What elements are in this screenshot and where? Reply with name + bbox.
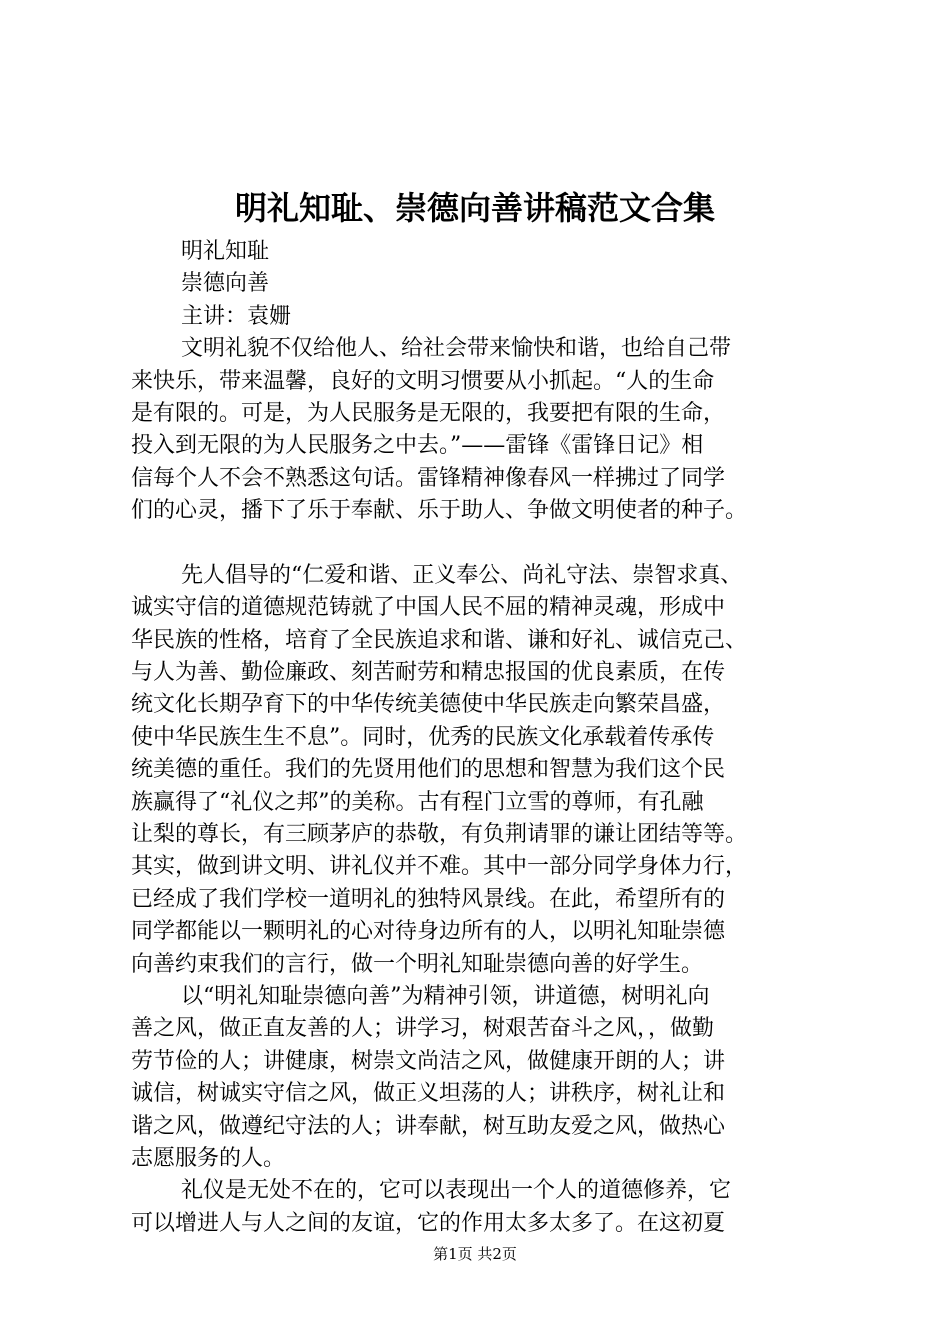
text-line: 投入到无限的为人民服务之中去。”——雷锋《雷锋日记》相 [131, 433, 704, 459]
text-line: 善之风，做正直友善的人；讲学习，树艰苦奋斗之风，，做勤 [131, 1016, 715, 1042]
text-line: 文明礼貌不仅给他人、给社会带来愉快和谐，也给自己带 [181, 336, 732, 362]
text-line: 族赢得了“礼仪之邦”的美称。古有程门立雪的尊师，有孔融 [131, 789, 704, 815]
text-line: 让梨的尊长，有三顾茅庐的恭敬，有负荆请罪的谦让团结等等。 [131, 822, 748, 848]
text-line: 礼仪是无处不在的，它可以表现出一个人的道德修养，它 [181, 1178, 732, 1204]
text-line: 诚信，树诚实守信之风，做正义坦荡的人；讲秩序，树礼让和 [131, 1081, 726, 1107]
text-line: 谐之风，做遵纪守法的人；讲奉献，树互助友爱之风，做热心 [131, 1113, 726, 1139]
text-line: 先人倡导的“仁爱和谐、正义奉公、尚礼守法、崇智求真、 [181, 562, 743, 588]
text-line: 志愿服务的人。 [131, 1145, 286, 1171]
document-body [131, 236, 831, 1240]
text-line: 已经成了我们学校一道明礼的独特风景线。在此，希望所有的 [131, 886, 726, 912]
text-line: 劳节俭的人；讲健康，树崇文尚洁之风，做健康开朗的人；讲 [131, 1048, 726, 1074]
text-line: 向善约束我们的言行，做一个明礼知耻崇德向善的好学生。 [131, 951, 704, 977]
text-line: 是有限的。可是，为人民服务是无限的，我要把有限的生命， [131, 400, 726, 426]
text-line: 以“明礼知耻崇德向善”为精神引领，讲道德，树明礼向 [181, 983, 710, 1009]
paragraph-4 [131, 1175, 831, 1240]
text-line: 统美德的重任。我们的先贤用他们的思想和智慧为我们这个民 [131, 757, 726, 783]
paragraph-3 [131, 981, 831, 1175]
text-line: 使中华民族生生不息”。同时，优秀的民族文化承载着传承传 [131, 724, 715, 750]
header-line: 主讲：袁姗 [181, 303, 292, 329]
text-line: 与人为善、勤俭廉政、刻苦耐劳和精忠报国的优良素质，在传 [131, 660, 726, 686]
text-line: 来快乐，带来温馨，良好的文明习惯要从小抓起。“人的生命 [131, 368, 715, 394]
document-title: 明礼知耻、崇德向善讲稿范文合集 [234, 189, 715, 227]
text-line: 华民族的性格，培育了全民族追求和谐、谦和好礼、诚信克己、 [131, 627, 748, 653]
text-line: 信每个人不会不熟悉这句话。雷锋精神像春风一样拂过了同学 [131, 465, 726, 491]
page-footer: 第1页 共2页 [433, 1245, 517, 1263]
text-line: 可以增进人与人之间的友谊，它的作用太多太多了。在这初夏 [131, 1210, 726, 1236]
blank-line [131, 528, 831, 560]
paragraph-1 [131, 333, 831, 527]
header-line: 明礼知耻 [181, 239, 270, 264]
text-line: 们的心灵，播下了乐于奉献、乐于助人、争做文明使者的种子。 [131, 498, 748, 524]
paragraph-2 [131, 560, 831, 981]
text-line: 诚实守信的道德规范铸就了中国人民不屈的精神灵魂，形成中 [131, 595, 726, 621]
text-line: 同学都能以一颗明礼的心对待身边所有的人，以明礼知耻崇德 [131, 919, 726, 945]
header-line: 崇德向善 [181, 271, 270, 297]
text-line: 统文化长期孕育下的中华传统美德使中华民族走向繁荣昌盛， [131, 692, 726, 718]
text-line: 其实，做到讲文明、讲礼仪并不难。其中一部分同学身体力行， [131, 854, 748, 880]
